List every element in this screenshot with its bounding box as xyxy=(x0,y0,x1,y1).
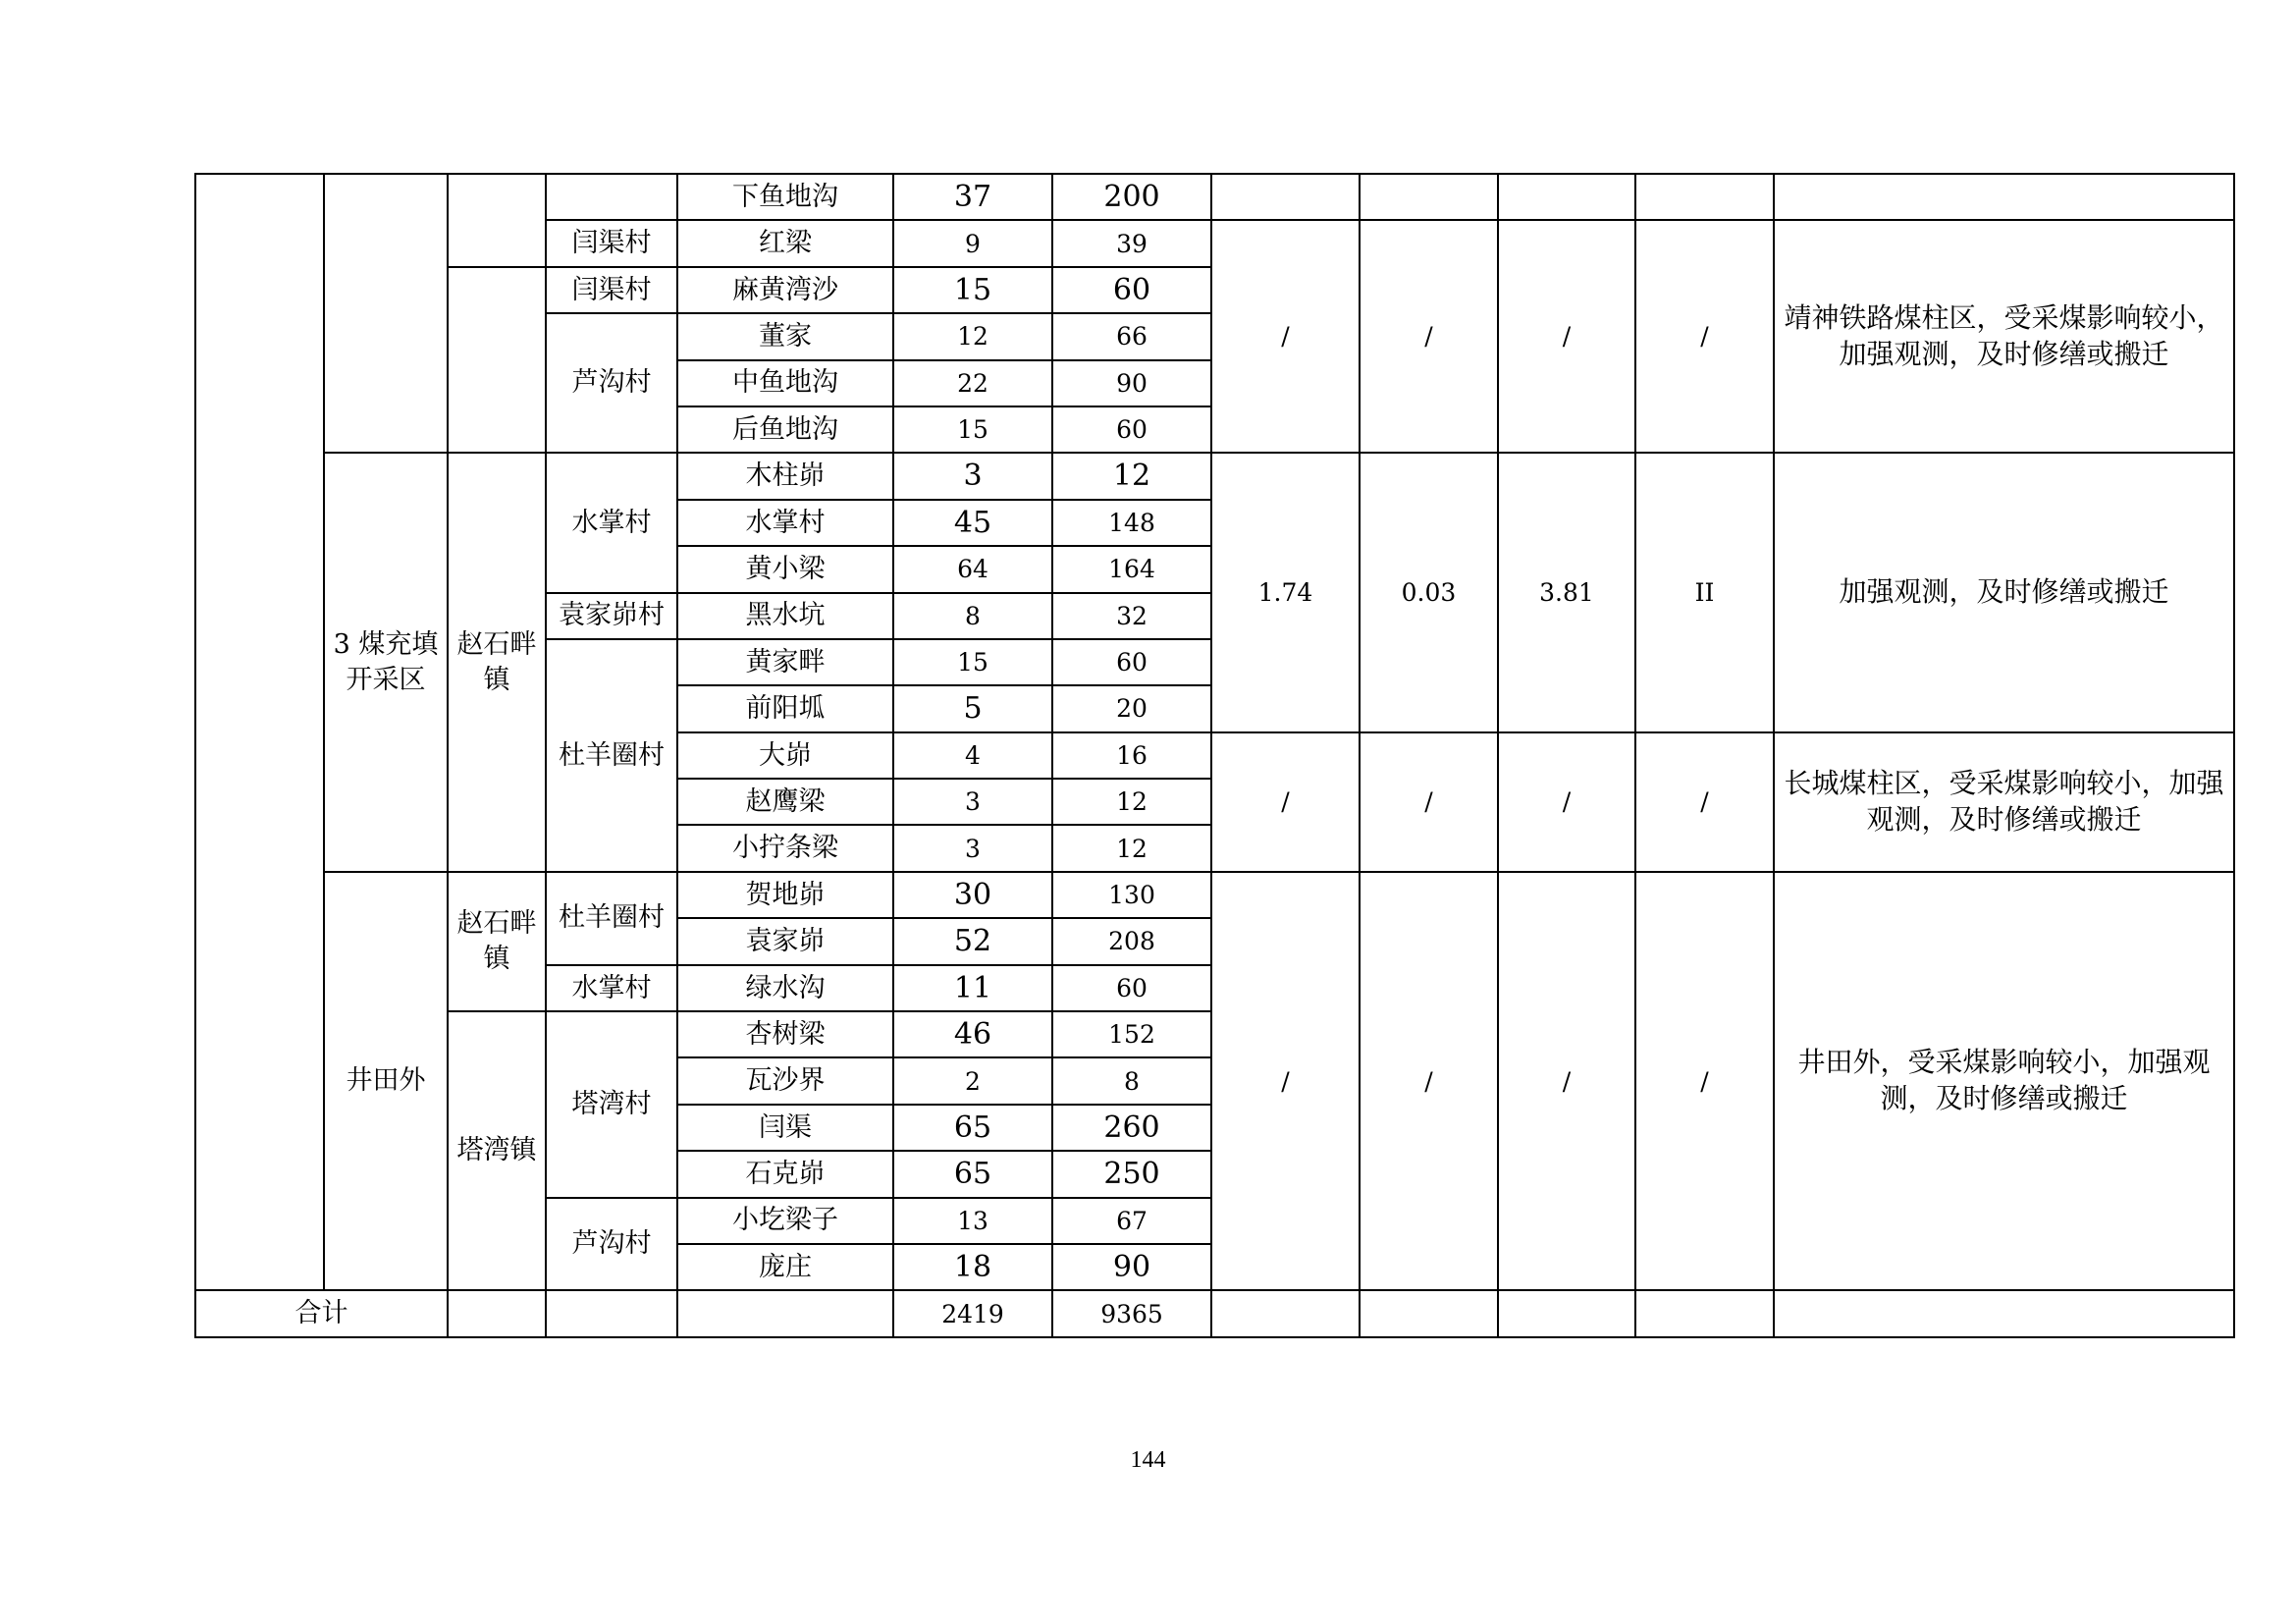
households-cell: 3 xyxy=(893,779,1052,825)
admin-village-cell: 杜羊圈村 xyxy=(546,872,677,965)
admin-village-cell: 闫渠村 xyxy=(546,267,677,313)
blank-cell xyxy=(195,174,324,1290)
households-cell: 46 xyxy=(893,1011,1052,1057)
natural-village-cell: 黄家畔 xyxy=(677,639,893,685)
blank-cell xyxy=(677,1290,893,1336)
natural-village-cell: 下鱼地沟 xyxy=(677,174,893,220)
value2-cell: 0.03 xyxy=(1360,453,1498,731)
admin-village-cell: 塔湾村 xyxy=(546,1011,677,1198)
natural-village-cell: 红梁 xyxy=(677,220,893,266)
remark-cell: 加强观测，及时修缮或搬迁 xyxy=(1774,453,2234,731)
admin-village-cell: 水掌村 xyxy=(546,453,677,592)
people-cell: 12 xyxy=(1052,825,1211,871)
households-cell: 4 xyxy=(893,732,1052,779)
natural-village-cell: 袁家峁 xyxy=(677,918,893,964)
people-cell: 200 xyxy=(1052,174,1211,220)
natural-village-cell: 闫渠 xyxy=(677,1105,893,1151)
people-cell: 12 xyxy=(1052,779,1211,825)
total-label: 合计 xyxy=(195,1290,448,1336)
people-cell: 130 xyxy=(1052,872,1211,918)
households-cell: 15 xyxy=(893,267,1052,313)
households-cell: 2 xyxy=(893,1057,1052,1104)
blank-cell xyxy=(1498,174,1635,220)
natural-village-cell: 赵鹰梁 xyxy=(677,779,893,825)
value3-cell: / xyxy=(1498,872,1635,1291)
relocation-table xyxy=(194,173,2235,1338)
households-cell: 15 xyxy=(893,406,1052,453)
blank-cell xyxy=(1774,174,2234,220)
natural-village-cell: 木柱峁 xyxy=(677,453,893,499)
natural-village-cell: 小圪梁子 xyxy=(677,1198,893,1244)
value3-cell: 3.81 xyxy=(1498,453,1635,731)
damage-level-cell: / xyxy=(1635,732,1774,872)
blank-cell xyxy=(1635,1290,1774,1336)
admin-village-cell: 袁家峁村 xyxy=(546,593,677,639)
mining-area-cell: 井田外 xyxy=(324,872,448,1291)
natural-village-cell: 石克峁 xyxy=(677,1151,893,1197)
page-number: 144 xyxy=(1130,1447,1166,1473)
table-row xyxy=(195,174,2234,220)
blank-cell xyxy=(448,1290,546,1336)
blank-cell xyxy=(1360,1290,1498,1336)
people-cell: 250 xyxy=(1052,1151,1211,1197)
people-cell: 32 xyxy=(1052,593,1211,639)
natural-village-cell: 黑水坑 xyxy=(677,593,893,639)
value1-cell: / xyxy=(1211,732,1360,872)
natural-village-cell: 中鱼地沟 xyxy=(677,360,893,406)
people-cell: 66 xyxy=(1052,313,1211,359)
value1-cell: 1.74 xyxy=(1211,453,1360,731)
households-cell: 5 xyxy=(893,685,1052,731)
blank-cell xyxy=(1211,1290,1360,1336)
town-cell: 赵石畔镇 xyxy=(448,872,546,1011)
mining-area-cell: 3 煤充填开采区 xyxy=(324,453,448,872)
blank-cell xyxy=(1211,174,1360,220)
blank-cell xyxy=(546,174,677,220)
households-cell: 45 xyxy=(893,500,1052,546)
households-cell: 13 xyxy=(893,1198,1052,1244)
households-cell: 65 xyxy=(893,1105,1052,1151)
households-cell: 65 xyxy=(893,1151,1052,1197)
households-cell: 22 xyxy=(893,360,1052,406)
blank-cell xyxy=(1774,1290,2234,1336)
households-cell: 3 xyxy=(893,453,1052,499)
natural-village-cell: 小拧条梁 xyxy=(677,825,893,871)
households-cell: 11 xyxy=(893,965,1052,1011)
value3-cell: / xyxy=(1498,220,1635,453)
admin-village-cell: 芦沟村 xyxy=(546,313,677,453)
people-cell: 208 xyxy=(1052,918,1211,964)
households-cell: 9 xyxy=(893,220,1052,266)
table-row xyxy=(195,453,2234,499)
blank-cell xyxy=(1498,1290,1635,1336)
households-cell: 8 xyxy=(893,593,1052,639)
households-cell: 15 xyxy=(893,639,1052,685)
people-cell: 260 xyxy=(1052,1105,1211,1151)
natural-village-cell: 前阳坬 xyxy=(677,685,893,731)
households-cell: 3 xyxy=(893,825,1052,871)
remark-cell: 长城煤柱区，受采煤影响较小，加强观测，及时修缮或搬迁 xyxy=(1774,732,2234,872)
natural-village-cell: 庞庄 xyxy=(677,1244,893,1290)
people-cell: 148 xyxy=(1052,500,1211,546)
people-cell: 60 xyxy=(1052,267,1211,313)
value2-cell: / xyxy=(1360,872,1498,1291)
value1-cell: / xyxy=(1211,220,1360,453)
households-cell: 18 xyxy=(893,1244,1052,1290)
households-cell: 30 xyxy=(893,872,1052,918)
natural-village-cell: 瓦沙界 xyxy=(677,1057,893,1104)
people-cell: 90 xyxy=(1052,1244,1211,1290)
natural-village-cell: 董家 xyxy=(677,313,893,359)
people-cell: 20 xyxy=(1052,685,1211,731)
households-cell: 64 xyxy=(893,546,1052,592)
natural-village-cell: 绿水沟 xyxy=(677,965,893,1011)
people-cell: 90 xyxy=(1052,360,1211,406)
remark-cell: 井田外，受采煤影响较小，加强观测，及时修缮或搬迁 xyxy=(1774,872,2234,1291)
people-cell: 8 xyxy=(1052,1057,1211,1104)
natural-village-cell: 后鱼地沟 xyxy=(677,406,893,453)
natural-village-cell: 贺地峁 xyxy=(677,872,893,918)
value3-cell: / xyxy=(1498,732,1635,872)
total-row xyxy=(195,1290,2234,1336)
blank-cell xyxy=(546,1290,677,1336)
people-cell: 60 xyxy=(1052,639,1211,685)
households-cell: 52 xyxy=(893,918,1052,964)
people-cell: 16 xyxy=(1052,732,1211,779)
admin-village-cell: 水掌村 xyxy=(546,965,677,1011)
people-cell: 67 xyxy=(1052,1198,1211,1244)
admin-village-cell: 杜羊圈村 xyxy=(546,639,677,872)
people-cell: 12 xyxy=(1052,453,1211,499)
households-cell: 12 xyxy=(893,313,1052,359)
remark-cell: 靖神铁路煤柱区，受采煤影响较小，加强观测，及时修缮或搬迁 xyxy=(1774,220,2234,453)
natural-village-cell: 麻黄湾沙 xyxy=(677,267,893,313)
total-people: 9365 xyxy=(1052,1290,1211,1336)
natural-village-cell: 黄小梁 xyxy=(677,546,893,592)
table-row xyxy=(195,872,2234,918)
people-cell: 152 xyxy=(1052,1011,1211,1057)
town-cell: 赵石畔镇 xyxy=(448,453,546,872)
damage-level-cell: II xyxy=(1635,453,1774,731)
natural-village-cell: 大峁 xyxy=(677,732,893,779)
blank-cell xyxy=(324,174,448,453)
blank-cell xyxy=(448,267,546,454)
damage-level-cell: / xyxy=(1635,220,1774,453)
households-cell: 37 xyxy=(893,174,1052,220)
admin-village-cell: 闫渠村 xyxy=(546,220,677,266)
total-households: 2419 xyxy=(893,1290,1052,1336)
value2-cell: / xyxy=(1360,220,1498,453)
town-cell: 塔湾镇 xyxy=(448,1011,546,1290)
people-cell: 60 xyxy=(1052,406,1211,453)
blank-cell xyxy=(448,174,546,267)
people-cell: 39 xyxy=(1052,220,1211,266)
people-cell: 60 xyxy=(1052,965,1211,1011)
blank-cell xyxy=(1360,174,1498,220)
people-cell: 164 xyxy=(1052,546,1211,592)
value2-cell: / xyxy=(1360,732,1498,872)
natural-village-cell: 水掌村 xyxy=(677,500,893,546)
natural-village-cell: 杏树梁 xyxy=(677,1011,893,1057)
blank-cell xyxy=(1635,174,1774,220)
admin-village-cell: 芦沟村 xyxy=(546,1198,677,1291)
value1-cell: / xyxy=(1211,872,1360,1291)
damage-level-cell: / xyxy=(1635,872,1774,1291)
